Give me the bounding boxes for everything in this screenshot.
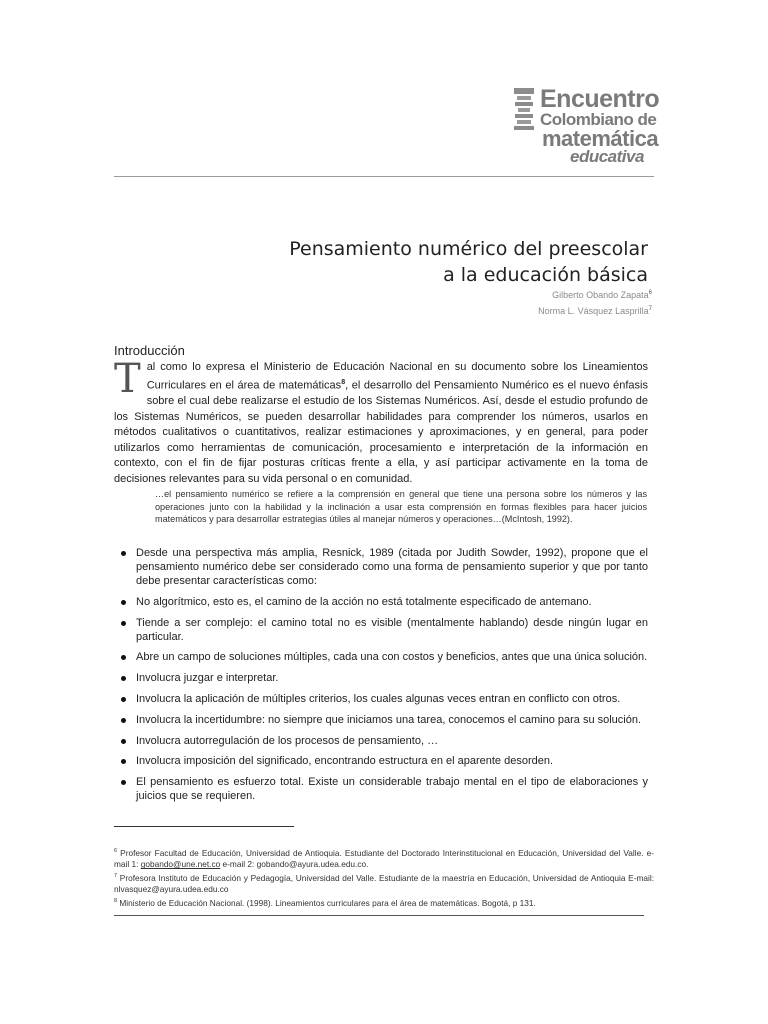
email-link[interactable]: gobando@une.net.co: [140, 859, 221, 870]
list-item: [118, 546, 648, 588]
list-item-text: Involucra autorregulación de los procesos de pensamiento, …: [136, 734, 439, 747]
logo-column-icon: [512, 88, 536, 146]
author-1: [538, 286, 652, 302]
list-item-text: El pensamiento es esfuerzo total. Existe un considerable trabajo mental en el tipo de elaboraciones y juicios que se requieren.: [136, 776, 648, 803]
bullet-icon: [121, 759, 126, 764]
list-item: [118, 616, 648, 644]
bullet-icon: [121, 655, 126, 660]
list-item: [118, 692, 648, 706]
bullet-icon: [121, 551, 126, 556]
intro-text-a: al como lo expresa el Ministerio de Educación Nacional en su documento sobre los Lineamientos Curriculares en el área de matemáticas: [146, 361, 648, 393]
footnote-8: [114, 896, 654, 909]
list-item-text: Desde una perspectiva más amplia, Resnick, 1989 (citada por Judith Sowder, 1992), propone que el pensamiento numérico debe ser considerado como una forma de pensamiento superior y que por tanto debe presentar características como:: [136, 547, 648, 587]
list-item: [118, 595, 648, 609]
footnote-number: 7: [114, 872, 118, 879]
logo-line-4: educativa: [570, 147, 644, 166]
event-logo: [512, 85, 660, 170]
list-item-text: Tiende a ser complejo: el camino total no es visible (mentalmente hablando) desde ningún lugar en particular.: [136, 616, 648, 643]
characteristics-list: [118, 546, 648, 810]
list-item-text: Involucra imposición del significado, encontrando estructura en el aparente desorden.: [136, 755, 554, 768]
list-item: [118, 650, 648, 664]
author-note-ref: 7: [648, 306, 652, 312]
title-line-2: a la educación básica: [443, 264, 648, 286]
list-item: [118, 734, 648, 748]
author-name: Gilberto Obando Zapata: [552, 290, 649, 300]
author-name: Norma L. Vásquez Lasprilla: [538, 306, 649, 316]
author-note-ref: 6: [648, 290, 652, 296]
list-item-text: No algorítmico, esto es, el camino de la acción no está totalmente especificado de antemano.: [136, 595, 592, 608]
bullet-icon: [121, 600, 126, 605]
bullet-icon: [121, 697, 126, 702]
author-2: [538, 302, 652, 318]
footnote-text: Ministerio de Educación Nacional. (1998). Lineamientos curriculares para el área de matemáticas. Bogotá, p 131.: [117, 897, 536, 908]
bullet-icon: [121, 718, 126, 723]
bullet-icon: [121, 621, 126, 626]
list-item: [118, 713, 648, 727]
section-heading: Introducción: [114, 343, 185, 358]
drop-cap: T: [114, 356, 141, 402]
paper-title: [228, 236, 648, 288]
list-item: [118, 775, 648, 803]
bullet-icon: [121, 780, 126, 785]
bullet-icon: [121, 676, 126, 681]
list-item: [118, 671, 648, 685]
footnotes: [114, 846, 654, 909]
list-item: [118, 754, 648, 768]
header-divider: [114, 176, 654, 177]
footnote-7: [114, 871, 654, 896]
list-item-text: Involucra la incertidumbre: no siempre que iniciamos una tarea, conocemos el camino para su solución.: [136, 713, 642, 726]
logo-line-3: matemática: [542, 126, 659, 151]
intro-text-b: , el desarrollo del Pensamiento Numérico es el nuevo énfasis sobre el cual debe realizarse el estudio de los Sistemas Numéricos. Así, desde el estudio profundo de los Sistemas Numéricos, se pueden desarrollar habilidades para comprender los números, usarlos en métodos cualitativos o cuantitativos, realizar estimaciones y aproximaciones, y en general, para poder utilizarlos como herramientas de comunicación, procesamiento e interpretación de la información en contexto, con el fin de fijar posturas críticas frente a ella, y así participar activamente en la toma de decisiones relevantes para su vida personal o en comunidad.: [114, 380, 648, 485]
intro-paragraph: [114, 356, 648, 487]
footnote-separator: [114, 826, 294, 827]
footnote-6: [114, 846, 654, 871]
footnote-text: Profesora Instituto de Educación y Pedagogía, Universidad del Valle. Estudiante de la maestría en Educación, Universidad de Antioquia E-mail: nlvasquez@ayura.udea.edu.co: [114, 872, 654, 895]
author-list: [538, 286, 652, 318]
list-item-text: Involucra la aplicación de múltiples criterios, los cuales algunas veces entran en conflicto con otros.: [136, 692, 621, 705]
logo-line-2: Colombiano de: [540, 110, 657, 129]
footnote-ref: 8: [341, 379, 346, 387]
footnote-number: 6: [114, 848, 118, 854]
title-line-1: Pensamiento numérico del preescolar: [289, 238, 648, 260]
bullet-icon: [121, 739, 126, 744]
footnote-text: Profesor Facultad de Educación, Universidad de Antioquia. Estudiante del Doctorado Interinstitucional en Educación, Universidad del Valle. e-mail 1:: [114, 847, 654, 870]
footer-divider: [114, 915, 644, 916]
list-item-text: Abre un campo de soluciones múltiples, cada una con costos y beneficios, antes que una única solución.: [136, 651, 648, 664]
footnote-text-tail: e-mail 2: gobando@ayura.udea.edu.co.: [220, 859, 369, 870]
footnote-number: 8: [114, 897, 118, 904]
logo-line-1: Encuentro: [540, 85, 660, 113]
list-item-text: Involucra juzgar e interpretar.: [136, 672, 279, 685]
block-quote: …el pensamiento numérico se refiere a la comprensión en general que tiene una persona sobre los números y las operaciones junto con la habilidad y la inclinación a usar esta comprensión en formas flexibles para hacer juicios matemáticos y para desarrollar estrategias útiles al manejar números y operaciones…(McIntosh, 1992).: [155, 489, 647, 525]
